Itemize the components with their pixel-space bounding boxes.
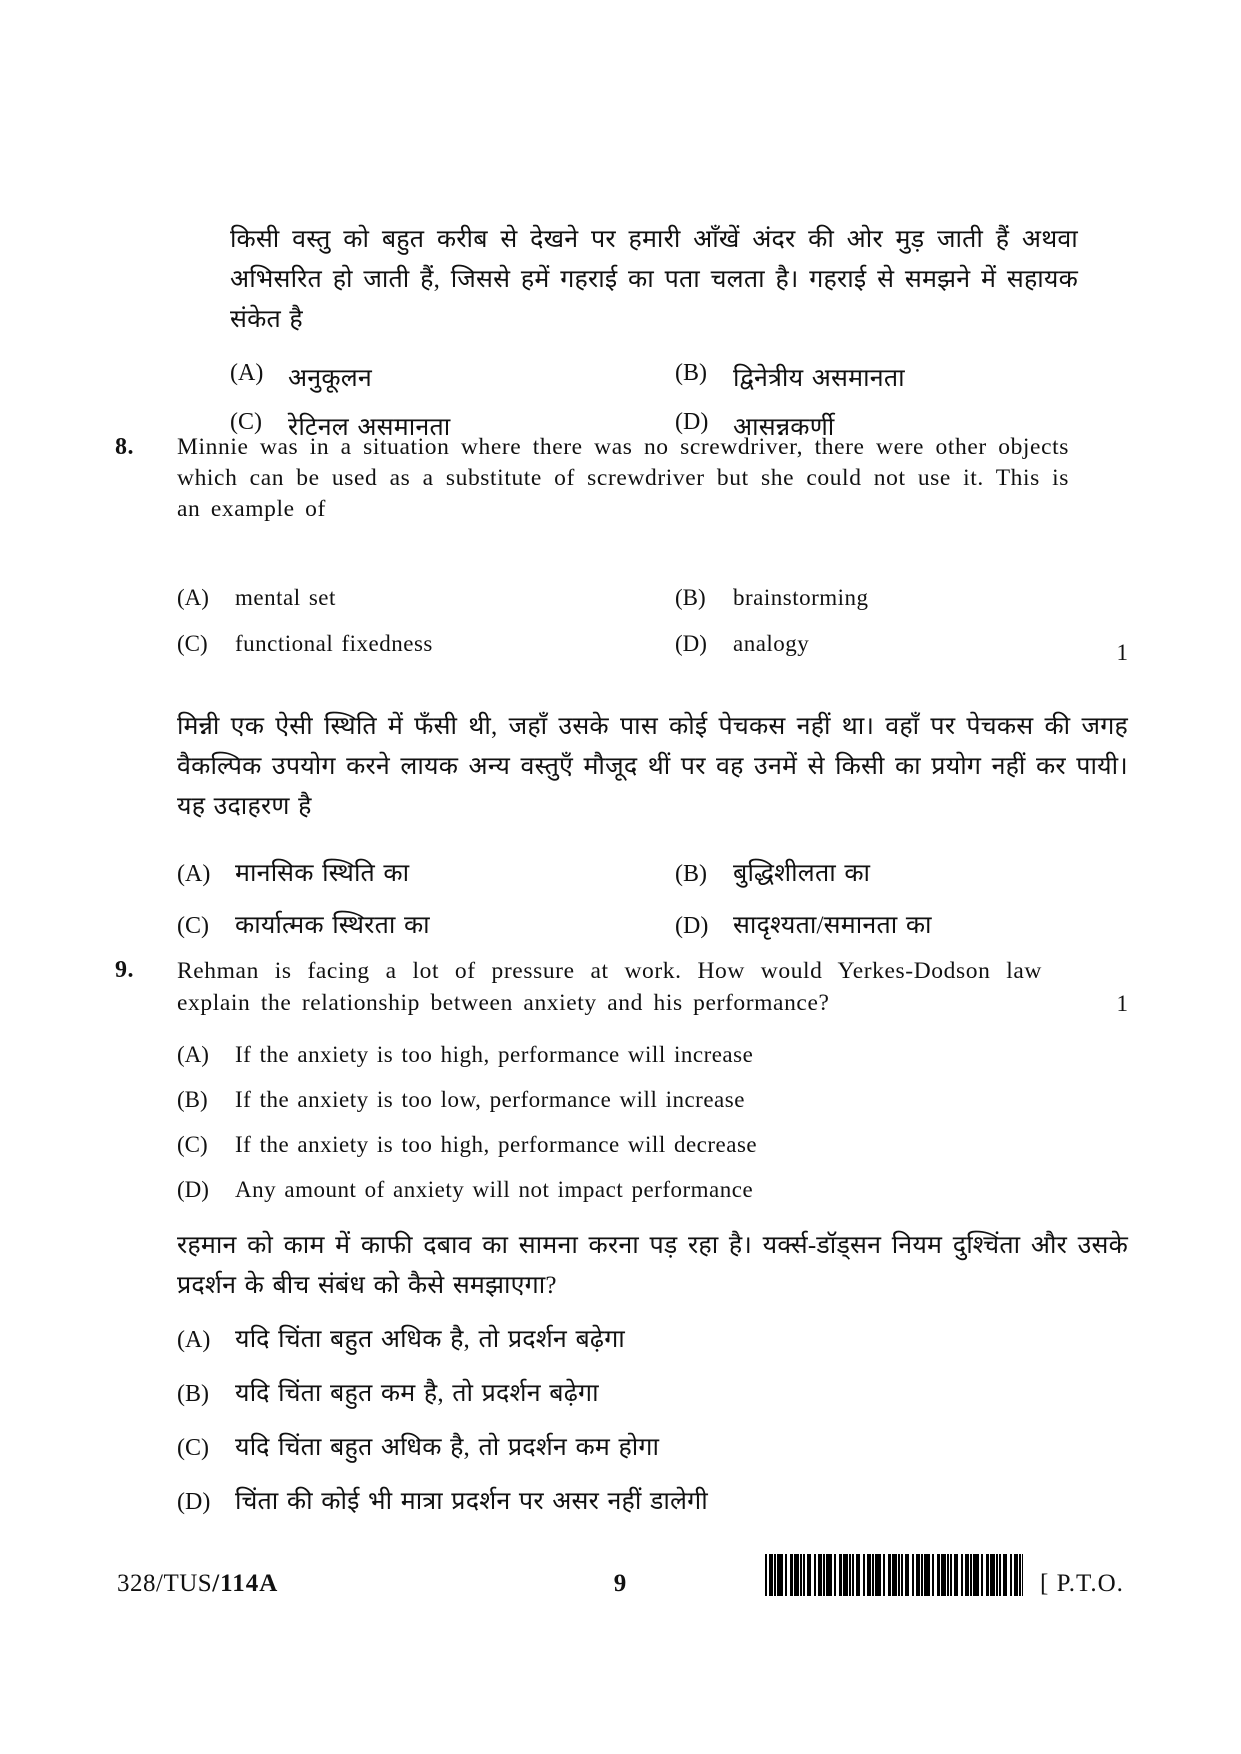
option-c bbox=[177, 907, 675, 945]
option-label: (B) bbox=[675, 585, 706, 610]
option-b bbox=[675, 360, 1078, 394]
question-text-hindi: किसी वस्तु को बहुत करीब से देखने पर हमारी आँखें अंदर की ओर मुड़ जाती हैं अथवा अभिसरित हो जाती हैं, जिससे हमें गहराई का पता चलता है। गहराई से समझने में सहायक संकेत है bbox=[230, 226, 1078, 333]
option-text: If the anxiety is too low, performance will increase bbox=[235, 1087, 745, 1112]
option-text: Any amount of anxiety will not impact performance bbox=[235, 1177, 754, 1202]
option-text: If the anxiety is too high, performance will decrease bbox=[235, 1132, 758, 1157]
option-text: analogy bbox=[733, 631, 810, 656]
question-text-english: Minnie was in a situation where there was no screwdriver, there were other objects which can be used as a substitute of screwdriver but she could not use it. This is an example of bbox=[177, 434, 1069, 522]
option-c bbox=[177, 1429, 1128, 1467]
option-label: (A) bbox=[177, 585, 209, 610]
option-a bbox=[230, 360, 675, 394]
paper-code bbox=[117, 1570, 278, 1598]
option-c bbox=[177, 628, 675, 659]
option-label: (B) bbox=[177, 1381, 209, 1407]
option-text: आसन्नकर्णी bbox=[733, 414, 835, 441]
option-label: (D) bbox=[675, 409, 709, 435]
options-list-hindi bbox=[177, 1321, 1128, 1521]
pto-label: [ P.T.O. bbox=[1040, 1570, 1124, 1597]
page-footer bbox=[0, 1562, 1241, 1622]
option-label: (D) bbox=[177, 1489, 211, 1515]
option-text: अनुकूलन bbox=[288, 365, 373, 392]
page-number: 9 bbox=[613, 1570, 627, 1597]
question-text-english: Rehman is facing a lot of pressure at work. How would Yerkes-Dodson law explain the relationship between anxiety and his performance? bbox=[177, 958, 1042, 1016]
options-list-english bbox=[177, 1040, 1128, 1205]
option-a bbox=[177, 1321, 1128, 1359]
option-label: (C) bbox=[177, 1132, 208, 1157]
question-8 bbox=[115, 432, 1128, 959]
option-label: (B) bbox=[675, 861, 707, 887]
option-text: brainstorming bbox=[733, 585, 869, 610]
option-label: (C) bbox=[177, 913, 209, 939]
question-number: 9. bbox=[115, 957, 134, 983]
option-b bbox=[675, 582, 1128, 613]
marks-value: 1 bbox=[1116, 991, 1128, 1016]
paper-code-prefix: 328/TUS bbox=[117, 1570, 213, 1597]
option-label: (A) bbox=[230, 360, 264, 386]
question-number: 8. bbox=[115, 434, 134, 460]
option-text: चिंता की कोई भी मात्रा प्रदर्शन पर असर नहीं डालेगी bbox=[235, 1488, 708, 1515]
option-text: यदि चिंता बहुत अधिक है, तो प्रदर्शन कम होगा bbox=[235, 1434, 660, 1461]
paper-code-suffix: /114A bbox=[212, 1570, 279, 1597]
option-a bbox=[177, 1040, 1128, 1070]
marks-value: 1 bbox=[1116, 640, 1128, 665]
option-label: (D) bbox=[177, 1177, 209, 1202]
option-text: If the anxiety is too high, performance will increase bbox=[235, 1042, 754, 1067]
option-text: कार्यात्मक स्थिरता का bbox=[235, 912, 430, 939]
question-7-hindi-continuation bbox=[230, 220, 1078, 458]
option-c bbox=[177, 1130, 1128, 1160]
option-text: mental set bbox=[235, 585, 336, 610]
question-text-hindi: मिन्नी एक ऐसी स्थिति में फँसी थी, जहाँ उसके पास कोई पेचकस नहीं था। वहाँ पर पेचकस की जगह वैकल्पिक उपयोग करने लायक अन्य वस्तुएँ मौजूद थीं पर वह उनमें से किसी का प्रयोग नहीं कर पायी। यह उदाहरण है bbox=[177, 713, 1128, 820]
option-label: (D) bbox=[675, 631, 707, 656]
question-9 bbox=[115, 955, 1128, 1537]
option-b bbox=[177, 1085, 1128, 1115]
option-label: (C) bbox=[177, 631, 208, 656]
question-text-hindi: रहमान को काम में काफी दबाव का सामना करना पड़ रहा है। यर्क्स-डॉड्सन नियम दुश्चिंता और उसके प्रदर्शन के बीच संबंध को कैसे समझाएगा? bbox=[177, 1232, 1128, 1299]
option-label: (D) bbox=[675, 913, 709, 939]
option-d bbox=[177, 1175, 1128, 1205]
option-label: (C) bbox=[230, 409, 262, 435]
option-label: (B) bbox=[675, 360, 707, 386]
option-label: (A) bbox=[177, 1327, 211, 1353]
option-text: functional fixedness bbox=[235, 631, 433, 656]
option-text: यदि चिंता बहुत कम है, तो प्रदर्शन बढ़ेगा bbox=[235, 1380, 599, 1407]
option-text: बुद्धिशीलता का bbox=[733, 860, 871, 887]
option-d bbox=[675, 628, 1128, 659]
options-grid-english bbox=[177, 582, 1128, 674]
option-d bbox=[675, 907, 1128, 945]
option-text: सादृश्यता/समानता का bbox=[733, 912, 932, 939]
option-a bbox=[177, 582, 675, 613]
options-grid-hindi bbox=[177, 855, 1128, 959]
option-label: (A) bbox=[177, 1042, 209, 1067]
option-label: (B) bbox=[177, 1087, 208, 1112]
barcode bbox=[765, 1554, 1023, 1596]
option-label: (C) bbox=[177, 1435, 209, 1461]
option-text: द्विनेत्रीय असमानता bbox=[733, 365, 905, 392]
option-b bbox=[177, 1375, 1128, 1413]
option-label: (A) bbox=[177, 861, 211, 887]
option-text: यदि चिंता बहुत अधिक है, तो प्रदर्शन बढ़ेगा bbox=[235, 1326, 625, 1353]
option-text: मानसिक स्थिति का bbox=[235, 860, 410, 887]
option-b bbox=[675, 855, 1128, 893]
option-d bbox=[177, 1483, 1128, 1521]
option-a bbox=[177, 855, 675, 893]
option-text: रेटिनल असमानता bbox=[288, 414, 451, 441]
